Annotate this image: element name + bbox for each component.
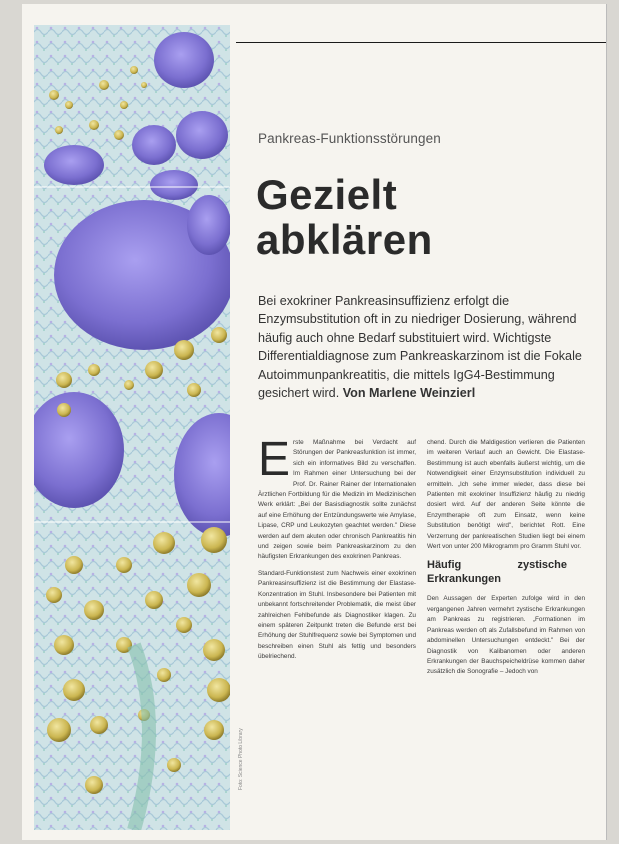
lead-paragraph — [258, 292, 598, 402]
body-paragraph — [258, 433, 416, 563]
drop-cap: E — [258, 433, 291, 486]
author-byline: Von Marlene Weinzierl — [342, 386, 476, 401]
top-rule — [236, 42, 606, 43]
kicker: Pankreas-Funktionsstörungen — [258, 131, 441, 146]
body-paragraph: Den Aussagen der Experten zufolge wird in den vergangenen Jahren vermehrt zystische Erkrankungen am Pankreas zu registrieren. „Formationen im Pankreas werden oft als Zufallsbefund im Rahmen von abdominellen Untersuchungen entdeckt." Bei der Diagnostik von Kalibanomen oder anderen Erkrankungen der Bauchspeicheldrüse kommen daher zusätzlich die Sonografie – Jedoch von — [427, 595, 585, 676]
section-subhead: Häufig zystische Erkrankungen — [427, 559, 567, 586]
photo-credit: Foto: Science Photo Library — [238, 728, 244, 790]
text-column-left — [258, 433, 416, 669]
body-text: rste Maßnahme bei Verdacht auf Störungen der Pankreasfunktion ist immer, sich ein informatives Bild zu verschaffen. Im Rahmen einer Untersuchung bei der Prof. Dr. Rainer Rainer der Internationalen Ärztlichen Fortbildung für die Medizin im Medizinischen Werk erklärt: „Bei der Basisdiagnostik sollte zunächst auf eine Erhöhung der Entzündungswerte wie Amylase, Lipase, CRP und Leukozyten geachtet werden." Diese werden auf dem akuten oder chronisch Pankreatitis hin und zeigen sowie beim Pankreaskarzinom zu den häufigsten Erkrankungen des exokrinen Pankreas. — [258, 439, 416, 561]
headline — [256, 172, 596, 262]
microscopy-photo — [34, 25, 230, 830]
headline-line-2: abklären — [256, 216, 433, 263]
body-paragraph: Standard-Funktionstest zum Nachweis einer exokrinen Pankreasinsuffizienz ist die Bestimmung der Elastase-Konzentration im Stuhl. Insbesondere bei Patienten mit unbekannt fortschreitender Problematik, die meist über zahlreichen Fehlbefunde als Diagnostiker klagen. Zu einem späteren Zeitpunkt treten die Befunde erst bei Erhöhung der Stuhlfrequenz sowie bei Symptomen und beschreiben einen Stuhl als fettig und besonders übelriechend. — [258, 569, 416, 661]
body-paragraph: chend. Durch die Maldigestion verlieren die Patienten im weiteren Verlauf auch an Gewicht. Die Elastase-Bestimmung ist auch ebenfalls äußerst wichtig, um die Notwendigkeit einer Enzymsubstitution individuell zu ermitteln. „Ich sehe immer wieder, dass diese bei Patienten mit exokriner Insuffizienz häufig zu niedrig dosiert wird. Auf der anderen Seite könnte die Enzymtherapie oft zum Einsatz, wenn keine Substitution benötigt wird", berichtet Rott. Eine Verzerrung der pankreatischen Studien liegt bei einem Wert von unter 200 Mikrogramm pro Gramm Stuhl vor. — [427, 439, 585, 551]
headline-line-1: Gezielt — [256, 171, 398, 218]
text-column-right — [427, 438, 585, 684]
lead-text: Bei exokriner Pankreasinsuffizienz erfolgt die Enzymsubstitution oft in zu niedriger Dosierung, während häufig auch ohne Bedarf substituiert wird. Wichtigste Differentialdiagnose zum Pankreaskarzinom ist die Fokale Autoimmunpankreatitis, die mittels IgG4-Bestimmung gesichert wird. — [258, 294, 582, 401]
